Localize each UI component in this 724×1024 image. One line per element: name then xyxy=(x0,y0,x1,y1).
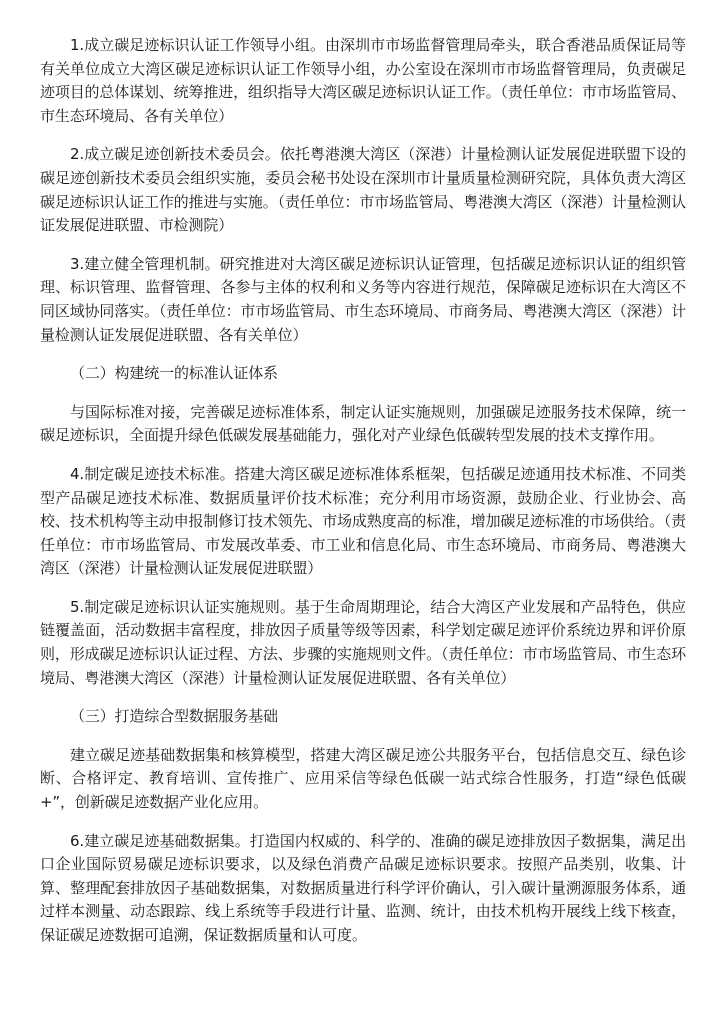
paragraph-data-services-intro: 建立碳足迹基础数据集和核算模型，搭建大湾区碳足迹公共服务平台，包括信息交互、绿色诊断、合格评定、教育培训、宣传推广、应用采信等绿色低碳一站式综合性服务，打造“绿色低碳+”，创新碳足迹数据产业化应用。 xyxy=(40,745,686,812)
paragraph-2-tech-committee: 2.成立碳足迹创新技术委员会。依托粤港澳大湾区（深港）计量检测认证发展促进联盟下设的碳足迹创新技术委员会组织实施，委员会秘书处设在深圳市计量质量检测研究院，具体负责大湾区碳足迹标识认证工作的推进与实施。（责任单位：市市场监管局、粤港澳大湾区（深港）计量检测认证发展促进联盟、市检测院） xyxy=(40,145,686,235)
paragraph-1-leading-group: 1.成立碳足迹标识认证工作领导小组。由深圳市市场监督管理局牵头，联合香港品质保证局等有关单位成立大湾区碳足迹标识认证工作领导小组，办公室设在深圳市市场监督管理局，负责碳足迹项目的总体谋划、统筹推进，组织指导大湾区碳足迹标识认证工作。（责任单位：市市场监管局、市生态环境局、各有关单位） xyxy=(40,36,686,125)
paragraph-5-certification-rules: 5.制定碳足迹标识认证实施规则。基于生命周期理论，结合大湾区产业发展和产品特色，供应链覆盖面，活动数据丰富程度，排放因子质量等级等因素，科学划定碳足迹评价系统边界和评价原则，形成碳足迹标识认证过程、方法、步骤的实施规则文件。（责任单位：市市场监管局、市生态环境局、粤港澳大湾区（深港）计量检测认证发展促进联盟、各有关单位） xyxy=(40,597,686,687)
paragraph-4-technical-standards: 4.制定碳足迹技术标准。搭建大湾区碳足迹标准体系框架，包括碳足迹通用技术标准、不同类型产品碳足迹技术标准、数据质量评价技术标准；充分利用市场资源，鼓励企业、行业协会、高校、技术机构等主动申报制修订技术领先、市场成熟度高的标准，增加碳足迹标准的市场供给。（责任单位：市市场监管局、市发展改革委、市工业和信息化局、市生态环境局、市商务局、粤港澳大湾区（深港）计量检测认证发展促进联盟） xyxy=(40,464,686,578)
paragraph-6-base-dataset: 6.建立碳足迹基础数据集。打造国内权威的、科学的、准确的碳足迹排放因子数据集，满足出口企业国际贸易碳足迹标识要求，以及绿色消费产品碳足迹标识要求。按照产品类别，收集、计算、整理配套排放因子基础数据集，对数据质量进行科学评价确认，引入碳计量溯源服务体系，通过样本测量、动态跟踪、线上系统等手段进行计量、监测、统计，由技术机构开展线上线下核查，保证碳足迹数据可追溯，保证数据质量和认可度。 xyxy=(40,831,686,944)
section-heading-data-services: （三）打造综合型数据服务基础 xyxy=(70,707,278,726)
section-heading-standards: （二）构建统一的标准认证体系 xyxy=(70,364,278,383)
paragraph-standards-intro: 与国际标准对接，完善碳足迹标准体系，制定认证实施规则，加强碳足迹服务技术保障，统一碳足迹标识，全面提升绿色低碳发展基础能力，强化对产业绿色低碳转型发展的技术支撑作用。 xyxy=(40,402,686,445)
paragraph-3-management-mechanism: 3.建立健全管理机制。研究推进对大湾区碳足迹标识认证管理，包括碳足迹标识认证的组织管理、标识管理、监督管理、各参与主体的权利和义务等内容进行规范，保障碳足迹标识在大湾区不同区域协同落实。（责任单位：市市场监管局、市生态环境局、市商务局、粤港澳大湾区（深港）计量检测认证发展促进联盟、各有关单位） xyxy=(40,254,686,344)
